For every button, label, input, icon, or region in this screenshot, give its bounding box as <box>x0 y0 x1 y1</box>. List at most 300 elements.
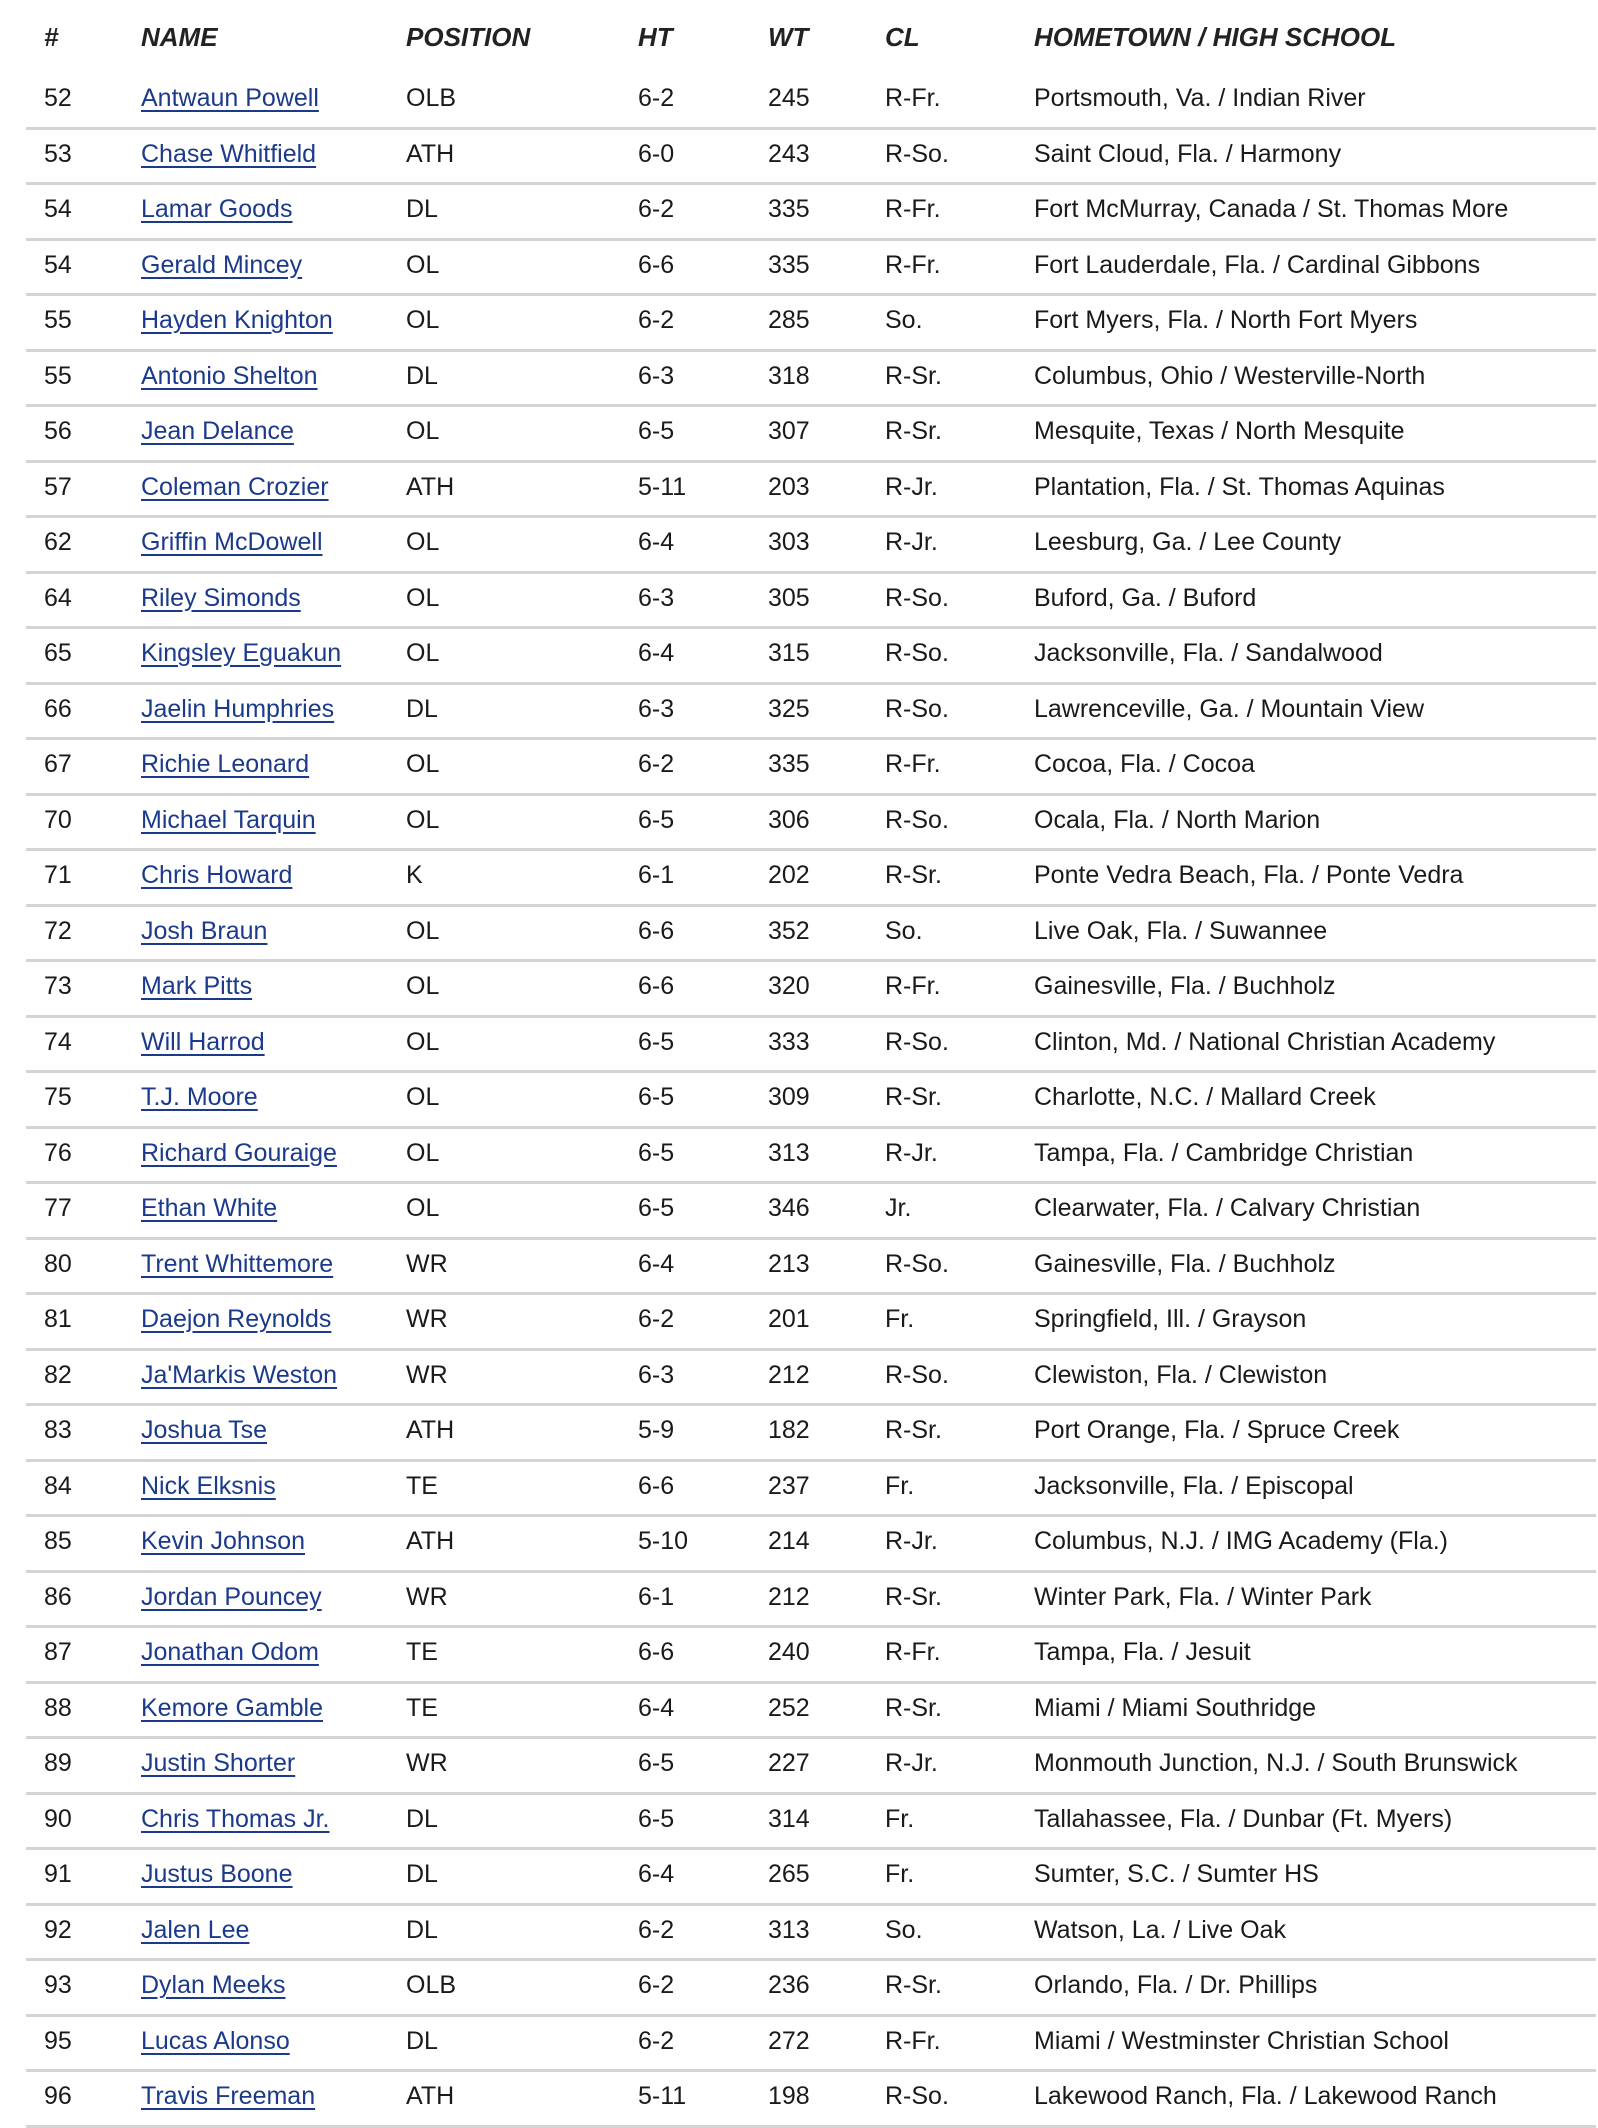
player-name-cell <box>141 2082 315 2111</box>
player-weight: 346 <box>768 1194 810 1222</box>
table-row <box>26 1961 1596 2017</box>
player-hometown: Port Orange, Fla. / Spruce Creek <box>1034 1416 1400 1444</box>
player-class: Fr. <box>885 1305 915 1333</box>
player-class: R-Fr. <box>885 250 941 279</box>
player-number: 57 <box>44 472 72 501</box>
player-hometown: Saint Cloud, Fla. / Harmony <box>1034 139 1342 168</box>
player-number: 91 <box>44 1860 72 1888</box>
player-class: R-Jr. <box>885 472 938 501</box>
player-height: 6-2 <box>638 1971 675 1999</box>
player-name-link[interactable]: Nick Elksnis <box>141 1471 276 1500</box>
player-position: DL <box>406 195 438 223</box>
player-name-link[interactable]: Joshua Tse <box>141 1416 268 1444</box>
player-height: 6-6 <box>638 1471 675 1500</box>
player-weight: 227 <box>768 1749 810 1777</box>
player-height: 6-3 <box>638 694 675 723</box>
player-name-link[interactable]: T.J. Moore <box>141 1083 258 1111</box>
table-row <box>26 130 1596 186</box>
player-weight: 335 <box>768 195 810 223</box>
player-weight: 202 <box>768 861 810 889</box>
table-row <box>26 241 1596 297</box>
table-row <box>26 574 1596 630</box>
player-name-cell <box>141 84 319 113</box>
player-position: WR <box>406 1249 448 1278</box>
player-name-cell <box>141 528 323 557</box>
player-name-link[interactable]: Lucas Alonso <box>141 2026 290 2055</box>
player-hometown: Jacksonville, Fla. / Episcopal <box>1034 1471 1354 1500</box>
player-number: 75 <box>44 1083 72 1111</box>
table-row <box>26 1517 1596 1573</box>
table-row <box>26 685 1596 741</box>
table-row <box>26 1295 1596 1351</box>
player-class: R-Jr. <box>885 528 938 556</box>
player-number: 70 <box>44 805 72 834</box>
player-name-cell <box>141 1139 337 1168</box>
player-class: R-Sr. <box>885 1582 942 1611</box>
player-weight: 252 <box>768 1693 810 1722</box>
player-height: 6-2 <box>638 306 675 334</box>
player-position: OLB <box>406 1971 457 1999</box>
player-number: 62 <box>44 528 72 556</box>
table-row <box>26 1573 1596 1629</box>
header-name: NAME <box>141 22 218 52</box>
player-height: 6-5 <box>638 417 675 445</box>
player-weight: 320 <box>768 972 810 1000</box>
player-hometown: Watson, La. / Live Oak <box>1034 1915 1286 1944</box>
player-height: 6-2 <box>638 1305 675 1333</box>
player-name-link[interactable]: Mark Pitts <box>141 972 253 1000</box>
player-number: 76 <box>44 1138 72 1167</box>
player-height: 6-5 <box>638 1749 675 1777</box>
player-weight: 203 <box>768 472 810 501</box>
player-height: 6-5 <box>638 1083 675 1111</box>
player-position: WR <box>406 1582 448 1611</box>
player-position: OL <box>406 528 440 556</box>
player-name-link[interactable]: Richard Gouraige <box>141 1138 337 1167</box>
player-position: DL <box>406 694 438 723</box>
table-row <box>26 1628 1596 1684</box>
player-name-link[interactable]: Dylan Meeks <box>141 1971 286 1999</box>
player-number: 53 <box>44 139 72 168</box>
player-class: R-So. <box>885 805 949 834</box>
player-class: R-Sr. <box>885 1971 942 1999</box>
player-class: R-Jr. <box>885 1749 938 1777</box>
player-class: R-Fr. <box>885 2026 941 2055</box>
header-number: # <box>44 22 59 52</box>
player-class: So. <box>885 916 923 945</box>
player-number: 55 <box>44 361 72 390</box>
table-row <box>26 352 1596 408</box>
player-number: 86 <box>44 1582 72 1611</box>
player-position: OL <box>406 805 440 834</box>
table-row <box>26 1240 1596 1296</box>
player-weight: 272 <box>768 2026 810 2055</box>
player-class: R-Fr. <box>885 750 941 778</box>
player-number: 55 <box>44 306 72 334</box>
player-position: OL <box>406 250 440 279</box>
table-row <box>26 1739 1596 1795</box>
player-height: 6-5 <box>638 1138 675 1167</box>
player-weight: 212 <box>768 1360 810 1389</box>
player-class: R-Jr. <box>885 1138 938 1167</box>
player-weight: 201 <box>768 1305 810 1333</box>
player-number: 56 <box>44 417 72 445</box>
player-class: R-So. <box>885 1027 949 1056</box>
player-hometown: Orlando, Fla. / Dr. Phillips <box>1034 1971 1318 1999</box>
table-row <box>26 962 1596 1018</box>
player-hometown: Live Oak, Fla. / Suwannee <box>1034 916 1328 945</box>
player-number: 54 <box>44 195 72 223</box>
player-position: OL <box>406 583 440 612</box>
player-name-cell <box>141 1250 333 1279</box>
table-row <box>26 1462 1596 1518</box>
player-weight: 243 <box>768 139 810 168</box>
player-position: ATH <box>406 472 455 501</box>
player-number: 77 <box>44 1194 72 1222</box>
table-row <box>26 407 1596 463</box>
table-row <box>26 629 1596 685</box>
player-name-link[interactable]: Justus Boone <box>141 1860 293 1888</box>
player-height: 6-5 <box>638 1194 675 1222</box>
player-number: 74 <box>44 1027 72 1056</box>
table-row <box>26 851 1596 907</box>
player-hometown: Fort Lauderdale, Fla. / Cardinal Gibbons <box>1034 250 1481 279</box>
player-class: R-So. <box>885 1360 949 1389</box>
player-height: 6-5 <box>638 805 675 834</box>
player-class: R-Sr. <box>885 1693 942 1722</box>
player-number: 85 <box>44 1527 72 1555</box>
player-class: R-Sr. <box>885 1416 942 1444</box>
player-height: 6-2 <box>638 84 675 112</box>
player-height: 6-4 <box>638 1860 675 1888</box>
player-number: 72 <box>44 916 72 945</box>
player-class: Jr. <box>885 1194 912 1222</box>
player-name-link[interactable]: Hayden Knighton <box>141 306 333 334</box>
player-hometown: Portsmouth, Va. / Indian River <box>1034 84 1366 112</box>
player-name-link[interactable]: Richie Leonard <box>141 750 310 778</box>
player-weight: 285 <box>768 306 810 334</box>
player-hometown: Clinton, Md. / National Christian Academy <box>1034 1027 1496 1056</box>
table-row <box>26 518 1596 574</box>
player-weight: 335 <box>768 250 810 279</box>
player-hometown: Lawrenceville, Ga. / Mountain View <box>1034 694 1425 723</box>
player-hometown: Clewiston, Fla. / Clewiston <box>1034 1360 1328 1389</box>
player-position: OL <box>406 750 440 778</box>
player-name-cell <box>141 1361 337 1390</box>
table-row <box>26 740 1596 796</box>
player-class: R-So. <box>885 2082 949 2110</box>
player-weight: 245 <box>768 84 810 112</box>
player-weight: 213 <box>768 1249 810 1278</box>
player-position: OL <box>406 1027 440 1056</box>
player-name-cell <box>141 1305 331 1334</box>
table-row <box>26 1850 1596 1906</box>
player-position: OL <box>406 639 440 667</box>
player-number: 89 <box>44 1749 72 1777</box>
player-name-cell <box>141 1416 267 1445</box>
player-weight: 318 <box>768 361 810 390</box>
player-name-link[interactable]: Riley Simonds <box>141 583 301 612</box>
player-number: 64 <box>44 583 72 612</box>
player-height: 6-4 <box>638 1693 675 1722</box>
player-name-cell <box>141 1749 295 1778</box>
player-name-cell <box>141 1638 319 1667</box>
player-number: 73 <box>44 972 72 1000</box>
table-row <box>26 796 1596 852</box>
player-number: 87 <box>44 1638 72 1666</box>
player-class: R-So. <box>885 639 949 667</box>
player-name-cell <box>141 1916 249 1945</box>
player-height: 6-6 <box>638 972 675 1000</box>
player-number: 92 <box>44 1915 72 1944</box>
player-hometown: Tampa, Fla. / Jesuit <box>1034 1638 1251 1666</box>
player-position: WR <box>406 1749 448 1777</box>
header-class: CL <box>885 22 920 52</box>
player-weight: 333 <box>768 1027 810 1056</box>
player-class: R-Sr. <box>885 861 942 889</box>
player-name-link[interactable]: Chris Howard <box>141 861 293 889</box>
player-name-cell <box>141 417 294 446</box>
table-body <box>26 74 1596 2128</box>
player-position: WR <box>406 1360 448 1389</box>
player-name-link[interactable]: Griffin McDowell <box>141 528 323 556</box>
player-weight: 265 <box>768 1860 810 1888</box>
player-height: 5-10 <box>638 1527 689 1555</box>
player-hometown: Winter Park, Fla. / Winter Park <box>1034 1582 1372 1611</box>
player-class: R-Fr. <box>885 1638 941 1666</box>
player-weight: 303 <box>768 528 810 556</box>
table-row <box>26 1684 1596 1740</box>
table-row <box>26 463 1596 519</box>
player-class: Fr. <box>885 1471 915 1500</box>
player-number: 67 <box>44 750 72 778</box>
player-weight: 198 <box>768 2082 810 2110</box>
player-height: 6-2 <box>638 1915 675 1944</box>
player-weight: 325 <box>768 694 810 723</box>
player-name-link[interactable]: Jordan Pouncey <box>141 1582 322 1611</box>
player-weight: 314 <box>768 1804 810 1833</box>
player-weight: 335 <box>768 750 810 778</box>
player-name-link[interactable]: Gerald Mincey <box>141 250 303 279</box>
player-hometown: Charlotte, N.C. / Mallard Creek <box>1034 1083 1376 1111</box>
player-position: DL <box>406 2026 438 2055</box>
player-name-link[interactable]: Antonio Shelton <box>141 361 318 390</box>
table-row <box>26 1906 1596 1962</box>
player-hometown: Ocala, Fla. / North Marion <box>1034 805 1321 834</box>
player-height: 6-1 <box>638 1582 675 1611</box>
player-class: R-So. <box>885 1249 949 1278</box>
player-height: 6-2 <box>638 750 675 778</box>
player-class: R-Sr. <box>885 417 942 445</box>
player-name-cell <box>141 1028 265 1057</box>
player-class: R-Fr. <box>885 972 941 1000</box>
player-hometown: Mesquite, Texas / North Mesquite <box>1034 417 1405 445</box>
player-name-cell <box>141 1694 323 1723</box>
table-row <box>26 907 1596 963</box>
table-header <box>26 0 1596 74</box>
player-name-link[interactable]: Jaelin Humphries <box>141 694 335 723</box>
player-name-cell <box>141 1971 286 2000</box>
player-hometown: Clearwater, Fla. / Calvary Christian <box>1034 1194 1421 1222</box>
player-height: 6-6 <box>638 1638 675 1666</box>
player-hometown: Ponte Vedra Beach, Fla. / Ponte Vedra <box>1034 861 1464 889</box>
player-name-cell <box>141 1805 329 1834</box>
player-hometown: Lakewood Ranch, Fla. / Lakewood Ranch <box>1034 2082 1497 2110</box>
player-hometown: Leesburg, Ga. / Lee County <box>1034 528 1342 556</box>
player-name-cell <box>141 140 316 169</box>
player-name-link[interactable]: Lamar Goods <box>141 195 293 223</box>
player-weight: 313 <box>768 1915 810 1944</box>
player-hometown: Columbus, Ohio / Westerville-North <box>1034 361 1426 390</box>
table-row <box>26 296 1596 352</box>
player-position: ATH <box>406 2082 455 2110</box>
player-height: 6-3 <box>638 361 675 390</box>
player-number: 80 <box>44 1249 72 1278</box>
player-hometown: Sumter, S.C. / Sumter HS <box>1034 1860 1319 1888</box>
player-name-link[interactable]: Jalen Lee <box>141 1915 250 1944</box>
table-row <box>26 1073 1596 1129</box>
player-name-link[interactable]: Chase Whitfield <box>141 139 317 168</box>
player-name-cell <box>141 1583 322 1612</box>
player-hometown: Fort McMurray, Canada / St. Thomas More <box>1034 195 1509 223</box>
player-class: So. <box>885 306 923 334</box>
player-height: 6-4 <box>638 639 675 667</box>
player-name-link[interactable]: Daejon Reynolds <box>141 1305 332 1333</box>
player-number: 54 <box>44 250 72 279</box>
player-name-link[interactable]: Kemore Gamble <box>141 1693 324 1722</box>
player-number: 84 <box>44 1471 72 1500</box>
player-position: TE <box>406 1471 438 1500</box>
player-name-cell <box>141 1472 276 1501</box>
player-number: 93 <box>44 1971 72 1999</box>
table-row <box>26 1184 1596 1240</box>
player-position: OL <box>406 1138 440 1167</box>
player-name-cell <box>141 806 316 835</box>
player-name-link[interactable]: Josh Braun <box>141 916 268 945</box>
player-name-link[interactable]: Jean Delance <box>141 417 294 445</box>
player-name-link[interactable]: Will Harrod <box>141 1027 265 1056</box>
player-number: 88 <box>44 1693 72 1722</box>
player-height: 5-9 <box>638 1416 675 1444</box>
player-hometown: Miami / Miami Southridge <box>1034 1693 1317 1722</box>
player-weight: 182 <box>768 1416 810 1444</box>
player-hometown: Miami / Westminster Christian School <box>1034 2026 1449 2055</box>
player-position: OL <box>406 1194 440 1222</box>
table-row <box>26 2072 1596 2128</box>
player-number: 52 <box>44 84 72 112</box>
player-name-link[interactable]: Kevin Johnson <box>141 1527 306 1555</box>
player-height: 6-6 <box>638 916 675 945</box>
player-name-cell <box>141 195 292 224</box>
player-class: R-So. <box>885 583 949 612</box>
player-name-cell <box>141 972 252 1001</box>
player-position: ATH <box>406 139 455 168</box>
player-position: DL <box>406 1860 438 1888</box>
player-position: TE <box>406 1693 438 1722</box>
header-position: POSITION <box>406 22 531 52</box>
player-hometown: Columbus, N.J. / IMG Academy (Fla.) <box>1034 1527 1448 1555</box>
player-name-link[interactable]: Jonathan Odom <box>141 1638 319 1666</box>
player-name-cell <box>141 861 292 890</box>
player-height: 6-0 <box>638 139 675 168</box>
player-class: R-So. <box>885 139 949 168</box>
player-name-link[interactable]: Ethan White <box>141 1194 278 1222</box>
table-row <box>26 2017 1596 2073</box>
player-hometown: Fort Myers, Fla. / North Fort Myers <box>1034 306 1418 334</box>
player-height: 6-6 <box>638 250 675 279</box>
player-height: 6-3 <box>638 583 675 612</box>
player-position: DL <box>406 1804 438 1833</box>
player-class: Fr. <box>885 1860 915 1888</box>
player-height: 6-5 <box>638 1027 675 1056</box>
player-position: OL <box>406 916 440 945</box>
player-weight: 305 <box>768 583 810 612</box>
player-position: DL <box>406 1915 438 1944</box>
player-height: 6-4 <box>638 1249 675 1278</box>
player-name-link[interactable]: Justin Shorter <box>141 1749 296 1777</box>
player-position: OL <box>406 972 440 1000</box>
player-name-cell <box>141 2027 290 2056</box>
player-weight: 212 <box>768 1582 810 1611</box>
player-class: R-Fr. <box>885 84 941 112</box>
player-name-cell <box>141 1527 305 1556</box>
table-row <box>26 1129 1596 1185</box>
player-name-link[interactable]: Travis Freeman <box>141 2082 316 2110</box>
player-class: R-Sr. <box>885 361 942 390</box>
player-hometown: Plantation, Fla. / St. Thomas Aquinas <box>1034 472 1445 501</box>
player-position: OLB <box>406 84 457 112</box>
player-number: 82 <box>44 1360 72 1389</box>
player-name-link[interactable]: Kingsley Eguakun <box>141 639 342 667</box>
player-position: K <box>406 861 423 889</box>
player-hometown: Cocoa, Fla. / Cocoa <box>1034 750 1255 778</box>
player-number: 71 <box>44 861 72 889</box>
player-name-link[interactable]: Ja'Markis Weston <box>141 1360 338 1389</box>
player-name-cell <box>141 1860 293 1889</box>
player-name-link[interactable]: Chris Thomas Jr. <box>141 1804 330 1833</box>
player-position: ATH <box>406 1416 455 1444</box>
player-position: DL <box>406 361 438 390</box>
player-class: R-Sr. <box>885 1083 942 1111</box>
player-name-cell <box>141 473 329 502</box>
player-position: TE <box>406 1638 438 1666</box>
player-name-link[interactable]: Trent Whittemore <box>141 1249 334 1278</box>
table-row <box>26 1795 1596 1851</box>
player-weight: 240 <box>768 1638 810 1666</box>
player-height: 6-4 <box>638 528 675 556</box>
table-row <box>26 1406 1596 1462</box>
player-weight: 237 <box>768 1471 810 1500</box>
player-weight: 313 <box>768 1138 810 1167</box>
player-weight: 315 <box>768 639 810 667</box>
player-height: 6-2 <box>638 2026 675 2055</box>
player-name-link[interactable]: Antwaun Powell <box>141 84 319 112</box>
player-position: OL <box>406 417 440 445</box>
player-name-cell <box>141 1083 258 1112</box>
player-name-cell <box>141 750 309 779</box>
player-height: 5-11 <box>638 2082 687 2110</box>
player-hometown: Buford, Ga. / Buford <box>1034 583 1257 612</box>
player-number: 65 <box>44 639 72 667</box>
table-row <box>26 185 1596 241</box>
player-number: 81 <box>44 1305 72 1333</box>
player-name-link[interactable]: Michael Tarquin <box>141 805 316 834</box>
player-height: 6-1 <box>638 861 675 889</box>
player-class: R-Fr. <box>885 195 941 223</box>
player-hometown: Gainesville, Fla. / Buchholz <box>1034 972 1336 1000</box>
player-name-link[interactable]: Coleman Crozier <box>141 472 329 501</box>
player-class: R-Jr. <box>885 1527 938 1555</box>
